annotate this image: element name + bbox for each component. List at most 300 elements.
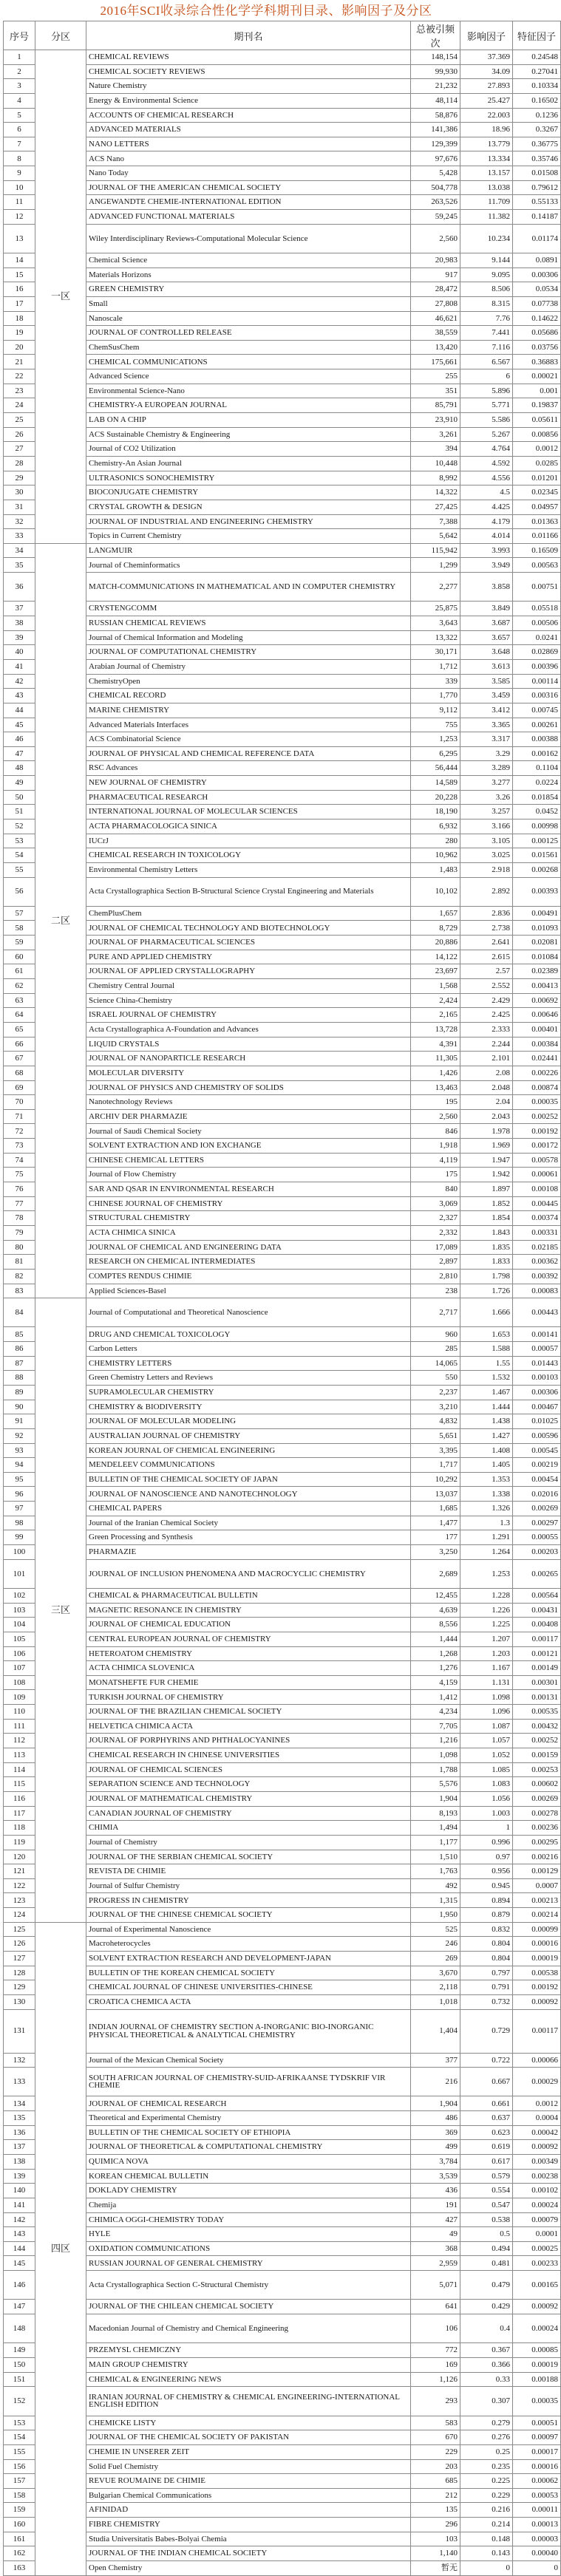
table-row bbox=[4, 2372, 561, 2387]
row-index: 99 bbox=[4, 1530, 35, 1545]
table-row bbox=[4, 1530, 561, 1545]
table-row bbox=[4, 790, 561, 805]
row-index: 160 bbox=[4, 2518, 35, 2532]
impact-factor: 1.947 bbox=[460, 1153, 513, 1168]
impact-factor: 0.797 bbox=[460, 1966, 513, 1980]
row-index: 76 bbox=[4, 1182, 35, 1197]
total-citations: 3,539 bbox=[411, 2169, 460, 2184]
row-index: 4 bbox=[4, 93, 35, 108]
total-citations: 4,234 bbox=[411, 1705, 460, 1720]
cited-index: 0.00125 bbox=[513, 834, 561, 848]
cited-index: 0.0452 bbox=[513, 805, 561, 820]
impact-factor: 1.228 bbox=[460, 1588, 513, 1603]
total-citations: 4,119 bbox=[411, 1153, 460, 1168]
cited-index: 0.00252 bbox=[513, 1109, 561, 1124]
row-index: 132 bbox=[4, 2053, 35, 2068]
row-index: 94 bbox=[4, 1458, 35, 1473]
impact-factor: 3.585 bbox=[460, 674, 513, 689]
table-row bbox=[4, 616, 561, 631]
impact-factor: 3.105 bbox=[460, 834, 513, 848]
journal-name: Journal of Computational and Theoretical Nanoscience bbox=[86, 1298, 411, 1327]
impact-factor: 1.098 bbox=[460, 1690, 513, 1705]
row-index: 67 bbox=[4, 1052, 35, 1066]
journal-name: ADVANCED FUNCTIONAL MATERIALS bbox=[86, 210, 411, 225]
impact-factor: 5.771 bbox=[460, 398, 513, 413]
table-row bbox=[4, 2532, 561, 2546]
impact-factor: 2.918 bbox=[460, 862, 513, 877]
impact-factor: 1.854 bbox=[460, 1211, 513, 1226]
cited-index: 0.16502 bbox=[513, 93, 561, 108]
total-citations: 7,705 bbox=[411, 1719, 460, 1734]
cited-index: 0.00388 bbox=[513, 732, 561, 747]
journal-name: CHINESE JOURNAL OF CHEMISTRY bbox=[86, 1196, 411, 1211]
cited-index: 0.00413 bbox=[513, 979, 561, 994]
journal-name: JOURNAL OF APPLIED CRYSTALLOGRAPHY bbox=[86, 964, 411, 979]
cited-index: 0.00745 bbox=[513, 703, 561, 718]
cited-index: 0.3267 bbox=[513, 123, 561, 137]
total-citations: 13,728 bbox=[411, 1022, 460, 1037]
journal-name: BULLETIN OF THE CHEMICAL SOCIETY OF JAPAN bbox=[86, 1472, 411, 1487]
row-index: 95 bbox=[4, 1472, 35, 1487]
table-row bbox=[4, 1356, 561, 1371]
journal-name: JOURNAL OF PHYSICS AND CHEMISTRY OF SOLIDS bbox=[86, 1080, 411, 1095]
impact-factor: 2.892 bbox=[460, 877, 513, 906]
impact-factor: 3.289 bbox=[460, 761, 513, 776]
total-citations: 7,388 bbox=[411, 514, 460, 529]
cited-index: 0.10334 bbox=[513, 79, 561, 94]
journal-name: Theoretical and Experimental Chemistry bbox=[86, 2111, 411, 2126]
cited-index: 0.00055 bbox=[513, 1530, 561, 1545]
cited-index: 0.00066 bbox=[513, 2053, 561, 2068]
impact-factor: 0.667 bbox=[460, 2068, 513, 2096]
row-index: 80 bbox=[4, 1240, 35, 1255]
cited-index: 0.01363 bbox=[513, 514, 561, 529]
total-citations: 30,171 bbox=[411, 645, 460, 660]
header-index: 序号 bbox=[4, 21, 35, 50]
row-index: 2 bbox=[4, 64, 35, 79]
total-citations: 27,808 bbox=[411, 296, 460, 311]
impact-factor: 1.438 bbox=[460, 1414, 513, 1429]
row-index: 81 bbox=[4, 1255, 35, 1270]
table-row bbox=[4, 1777, 561, 1792]
impact-factor: 2.641 bbox=[460, 936, 513, 950]
cited-index: 0.00269 bbox=[513, 1791, 561, 1806]
table-row bbox=[4, 877, 561, 906]
impact-factor: 0.945 bbox=[460, 1878, 513, 1893]
table-row bbox=[4, 964, 561, 979]
row-index: 112 bbox=[4, 1734, 35, 1748]
impact-factor: 0.429 bbox=[460, 2300, 513, 2314]
row-index: 74 bbox=[4, 1153, 35, 1168]
impact-factor: 18.96 bbox=[460, 123, 513, 137]
total-citations: 238 bbox=[411, 1284, 460, 1298]
table-row bbox=[4, 2271, 561, 2300]
impact-factor: 0.148 bbox=[460, 2532, 513, 2546]
impact-factor: 0.494 bbox=[460, 2241, 513, 2256]
table-row bbox=[4, 1748, 561, 1763]
journal-name: Studia Universitatis Babes-Bolyai Chemia bbox=[86, 2532, 411, 2546]
total-citations: 11,305 bbox=[411, 1052, 460, 1066]
cited-index: 0.01561 bbox=[513, 848, 561, 863]
table-row bbox=[4, 137, 561, 151]
total-citations: 1,788 bbox=[411, 1762, 460, 1777]
impact-factor: 1.532 bbox=[460, 1371, 513, 1386]
impact-factor: 9.144 bbox=[460, 253, 513, 268]
table-row bbox=[4, 1559, 561, 1588]
row-index: 21 bbox=[4, 355, 35, 369]
cited-index: 0.79612 bbox=[513, 180, 561, 195]
total-citations: 685 bbox=[411, 2474, 460, 2489]
impact-factor: 1.326 bbox=[460, 1502, 513, 1516]
total-citations: 641 bbox=[411, 2300, 460, 2314]
total-citations: 56,444 bbox=[411, 761, 460, 776]
row-index: 19 bbox=[4, 326, 35, 341]
impact-factor: 0.617 bbox=[460, 2155, 513, 2170]
impact-factor: 1.207 bbox=[460, 1632, 513, 1646]
impact-factor: 1.087 bbox=[460, 1719, 513, 1734]
journal-name: PHARMACEUTICAL RESEARCH bbox=[86, 790, 411, 805]
row-index: 138 bbox=[4, 2155, 35, 2170]
cited-index: 0.00103 bbox=[513, 1371, 561, 1386]
total-citations: 6,932 bbox=[411, 819, 460, 834]
journal-name: Energy & Environmental Science bbox=[86, 93, 411, 108]
total-citations: 4,639 bbox=[411, 1603, 460, 1618]
journal-name: JOURNAL OF THE BRAZILIAN CHEMICAL SOCIETY bbox=[86, 1705, 411, 1720]
cited-index: 0.00051 bbox=[513, 2416, 561, 2430]
total-citations: 1,299 bbox=[411, 558, 460, 573]
table-row bbox=[4, 645, 561, 660]
total-citations: 1,568 bbox=[411, 979, 460, 994]
cited-index: 0.00121 bbox=[513, 1646, 561, 1661]
journal-name: JOURNAL OF INDUSTRIAL AND ENGINEERING CHEMISTRY bbox=[86, 514, 411, 529]
journal-name: Topics in Current Chemistry bbox=[86, 529, 411, 544]
table-row bbox=[4, 2430, 561, 2445]
cited-index: 0.00079 bbox=[513, 2212, 561, 2227]
impact-factor: 6 bbox=[460, 369, 513, 384]
cited-index: 0.00538 bbox=[513, 1966, 561, 1980]
impact-factor: 25.427 bbox=[460, 93, 513, 108]
impact-factor: 1.969 bbox=[460, 1139, 513, 1154]
journal-name: NANO LETTERS bbox=[86, 137, 411, 151]
impact-factor: 3.166 bbox=[460, 819, 513, 834]
impact-factor: 3.26 bbox=[460, 790, 513, 805]
row-index: 125 bbox=[4, 1922, 35, 1937]
total-citations: 1,177 bbox=[411, 1835, 460, 1850]
cited-index: 0.00040 bbox=[513, 2546, 561, 2561]
row-index: 70 bbox=[4, 1095, 35, 1110]
table-row bbox=[4, 210, 561, 225]
total-citations: 169 bbox=[411, 2358, 460, 2373]
total-citations: 21,232 bbox=[411, 79, 460, 94]
cited-index: 0.00401 bbox=[513, 1022, 561, 1037]
journal-name: DOKLADY CHEMISTRY bbox=[86, 2184, 411, 2198]
table-row bbox=[4, 1806, 561, 1821]
total-citations: 583 bbox=[411, 2416, 460, 2430]
row-index: 28 bbox=[4, 456, 35, 471]
total-citations: 2,237 bbox=[411, 1386, 460, 1400]
table-row bbox=[4, 485, 561, 500]
table-row bbox=[4, 732, 561, 747]
total-citations: 1,510 bbox=[411, 1850, 460, 1864]
cited-index: 0.00159 bbox=[513, 1748, 561, 1763]
table-row bbox=[4, 1240, 561, 1255]
table-row bbox=[4, 2068, 561, 2096]
total-citations: 2,689 bbox=[411, 1559, 460, 1588]
total-citations: 1,483 bbox=[411, 862, 460, 877]
table-row bbox=[4, 1952, 561, 1966]
row-index: 61 bbox=[4, 964, 35, 979]
table-row bbox=[4, 79, 561, 94]
journal-name: INTERNATIONAL JOURNAL OF MOLECULAR SCIENCES bbox=[86, 805, 411, 820]
journal-name: Acta Crystallographica Section C-Structural Chemistry bbox=[86, 2271, 411, 2300]
total-citations: 27,425 bbox=[411, 500, 460, 514]
row-index: 72 bbox=[4, 1124, 35, 1139]
journal-name: RESEARCH ON CHEMICAL INTERMEDIATES bbox=[86, 1255, 411, 1270]
cited-index: 0.0285 bbox=[513, 456, 561, 471]
journal-name: ULTRASONICS SONOCHEMISTRY bbox=[86, 471, 411, 485]
cited-index: 0.00092 bbox=[513, 2300, 561, 2314]
table-row bbox=[4, 2155, 561, 2170]
impact-factor: 2.244 bbox=[460, 1037, 513, 1052]
journal-name: CANADIAN JOURNAL OF CHEMISTRY bbox=[86, 1806, 411, 1821]
total-citations: 3,643 bbox=[411, 616, 460, 631]
impact-factor: 0.229 bbox=[460, 2488, 513, 2503]
journal-name: Acta Crystallographica A-Foundation and Advances bbox=[86, 1022, 411, 1037]
row-index: 89 bbox=[4, 1386, 35, 1400]
cited-index: 0.00019 bbox=[513, 1952, 561, 1966]
table-row bbox=[4, 456, 561, 471]
journal-name: AUSTRALIAN JOURNAL OF CHEMISTRY bbox=[86, 1428, 411, 1443]
cited-index: 0.35746 bbox=[513, 151, 561, 166]
total-citations: 492 bbox=[411, 1878, 460, 1893]
row-index: 65 bbox=[4, 1022, 35, 1037]
journal-name: JOURNAL OF CHEMICAL AND ENGINEERING DATA bbox=[86, 1240, 411, 1255]
journal-name: Open Chemistry bbox=[86, 2560, 411, 2575]
journal-table bbox=[3, 21, 561, 2576]
impact-factor: 3.277 bbox=[460, 776, 513, 791]
cited-index: 0.01166 bbox=[513, 529, 561, 544]
table-row bbox=[4, 1095, 561, 1110]
impact-factor: 1.353 bbox=[460, 1472, 513, 1487]
impact-factor: 1.843 bbox=[460, 1225, 513, 1240]
row-index: 144 bbox=[4, 2241, 35, 2256]
journal-name: RSC Advances bbox=[86, 761, 411, 776]
total-citations: 23,910 bbox=[411, 413, 460, 428]
row-index: 142 bbox=[4, 2212, 35, 2227]
cited-index: 0.01201 bbox=[513, 471, 561, 485]
impact-factor: 2.425 bbox=[460, 1008, 513, 1023]
row-index: 62 bbox=[4, 979, 35, 994]
row-index: 124 bbox=[4, 1908, 35, 1923]
total-citations: 1,216 bbox=[411, 1734, 460, 1748]
cited-index: 0.00017 bbox=[513, 2444, 561, 2459]
row-index: 52 bbox=[4, 819, 35, 834]
total-citations: 1,685 bbox=[411, 1502, 460, 1516]
total-citations: 17,089 bbox=[411, 1240, 460, 1255]
row-index: 147 bbox=[4, 2300, 35, 2314]
impact-factor: 0.554 bbox=[460, 2184, 513, 2198]
row-index: 73 bbox=[4, 1139, 35, 1154]
table-row bbox=[4, 1646, 561, 1661]
table-row bbox=[4, 2198, 561, 2212]
journal-name: CHEMICAL RESEARCH IN CHINESE UNIVERSITIES bbox=[86, 1748, 411, 1763]
table-row bbox=[4, 1502, 561, 1516]
table-row bbox=[4, 413, 561, 428]
journal-name: CROATICA CHEMICA ACTA bbox=[86, 1994, 411, 2009]
cited-index: 0.00003 bbox=[513, 2532, 561, 2546]
total-citations: 38,559 bbox=[411, 326, 460, 341]
journal-name: CHEMISTRY-A EUROPEAN JOURNAL bbox=[86, 398, 411, 413]
total-citations: 255 bbox=[411, 369, 460, 384]
cited-index: 0.00316 bbox=[513, 689, 561, 703]
impact-factor: 0.623 bbox=[460, 2125, 513, 2140]
table-row bbox=[4, 2518, 561, 2532]
impact-factor: 1.978 bbox=[460, 1124, 513, 1139]
journal-name: Journal of Experimental Nanoscience bbox=[86, 1922, 411, 1937]
journal-name: DRUG AND CHEMICAL TOXICOLOGY bbox=[86, 1327, 411, 1342]
row-index: 5 bbox=[4, 108, 35, 123]
table-row bbox=[4, 151, 561, 166]
journal-name: TURKISH JOURNAL OF CHEMISTRY bbox=[86, 1690, 411, 1705]
journal-name: IUCrJ bbox=[86, 834, 411, 848]
row-index: 82 bbox=[4, 1269, 35, 1284]
impact-factor: 1.408 bbox=[460, 1443, 513, 1458]
impact-factor: 7.441 bbox=[460, 326, 513, 341]
row-index: 149 bbox=[4, 2343, 35, 2358]
row-index: 53 bbox=[4, 834, 35, 848]
table-row bbox=[4, 1298, 561, 1327]
cited-index: 0.00057 bbox=[513, 1342, 561, 1357]
impact-factor: 4.5 bbox=[460, 485, 513, 500]
table-row bbox=[4, 1284, 561, 1298]
journal-name: INDIAN JOURNAL OF CHEMISTRY SECTION A-INORGANIC BIO-INORGANIC PHYSICAL THEORETICAL & ANALYTICAL CHEMISTRY bbox=[86, 2009, 411, 2053]
cited-index: 0.00384 bbox=[513, 1037, 561, 1052]
impact-factor: 2.57 bbox=[460, 964, 513, 979]
table-row bbox=[4, 296, 561, 311]
journal-name: ACTA PHARMACOLOGICA SINICA bbox=[86, 819, 411, 834]
total-citations: 486 bbox=[411, 2111, 460, 2126]
cited-index: 0.00172 bbox=[513, 1139, 561, 1154]
journal-name: HETEROATOM CHEMISTRY bbox=[86, 1646, 411, 1661]
table-row bbox=[4, 1269, 561, 1284]
cited-index: 0.00013 bbox=[513, 2518, 561, 2532]
total-citations: 3,784 bbox=[411, 2155, 460, 2170]
total-citations: 2,560 bbox=[411, 224, 460, 253]
total-citations: 8,193 bbox=[411, 1806, 460, 1821]
row-index: 98 bbox=[4, 1516, 35, 1530]
cited-index: 0.00454 bbox=[513, 1472, 561, 1487]
impact-factor: 0.479 bbox=[460, 2271, 513, 2300]
table-row bbox=[4, 166, 561, 181]
journal-name: Wiley Interdisciplinary Reviews-Computational Molecular Science bbox=[86, 224, 411, 253]
header-row bbox=[4, 21, 561, 50]
impact-factor: 0.832 bbox=[460, 1922, 513, 1937]
cited-index: 0.0001 bbox=[513, 2227, 561, 2242]
cited-index: 0.00331 bbox=[513, 1225, 561, 1240]
table-row bbox=[4, 1632, 561, 1646]
table-row bbox=[4, 1588, 561, 1603]
cited-index: 0.00692 bbox=[513, 993, 561, 1008]
total-citations: 840 bbox=[411, 1182, 460, 1197]
cited-index: 0.24548 bbox=[513, 50, 561, 65]
total-citations: 暂无 bbox=[411, 2560, 460, 2575]
total-citations: 4,159 bbox=[411, 1675, 460, 1690]
table-row bbox=[4, 2343, 561, 2358]
journal-name: QUIMICA NOVA bbox=[86, 2155, 411, 2170]
table-row bbox=[4, 1922, 561, 1937]
table-row bbox=[4, 326, 561, 341]
total-citations: 1,253 bbox=[411, 732, 460, 747]
total-citations: 6,295 bbox=[411, 746, 460, 761]
cited-index: 0.00016 bbox=[513, 2459, 561, 2474]
row-index: 41 bbox=[4, 659, 35, 674]
journal-name: AFINIDAD bbox=[86, 2503, 411, 2518]
row-index: 161 bbox=[4, 2532, 35, 2546]
table-row bbox=[4, 1994, 561, 2009]
journal-name: HYLE bbox=[86, 2227, 411, 2242]
impact-factor: 2.552 bbox=[460, 979, 513, 994]
journal-name: Nano Today bbox=[86, 166, 411, 181]
total-citations: 13,322 bbox=[411, 630, 460, 645]
table-row bbox=[4, 1516, 561, 1530]
journal-name: MAIN GROUP CHEMISTRY bbox=[86, 2358, 411, 2373]
total-citations: 14,589 bbox=[411, 776, 460, 791]
row-index: 106 bbox=[4, 1646, 35, 1661]
impact-factor: 0.279 bbox=[460, 2416, 513, 2430]
impact-factor: 11.382 bbox=[460, 210, 513, 225]
cited-index: 0.00114 bbox=[513, 674, 561, 689]
impact-factor: 1.226 bbox=[460, 1603, 513, 1618]
journal-name: Journal of Chemical Information and Modeling bbox=[86, 630, 411, 645]
journal-name: ACCOUNTS OF CHEMICAL RESEARCH bbox=[86, 108, 411, 123]
impact-factor: 0.791 bbox=[460, 1980, 513, 1995]
table-row bbox=[4, 1255, 561, 1270]
cited-index: 0.00117 bbox=[513, 2009, 561, 2053]
total-citations: 1,098 bbox=[411, 1748, 460, 1763]
journal-name: Journal of the Mexican Chemical Society bbox=[86, 2053, 411, 2068]
journal-name: ACTA CHIMICA SLOVENICA bbox=[86, 1661, 411, 1676]
impact-factor: 6.567 bbox=[460, 355, 513, 369]
table-row bbox=[4, 543, 561, 558]
row-index: 154 bbox=[4, 2430, 35, 2445]
impact-factor: 8.506 bbox=[460, 282, 513, 297]
impact-factor: 7.76 bbox=[460, 311, 513, 326]
total-citations: 10,102 bbox=[411, 877, 460, 906]
total-citations: 14,065 bbox=[411, 1356, 460, 1371]
journal-name: JOURNAL OF CHEMICAL EDUCATION bbox=[86, 1618, 411, 1632]
row-index: 84 bbox=[4, 1298, 35, 1327]
journal-name: ANGEWANDTE CHEMIE-INTERNATIONAL EDITION bbox=[86, 195, 411, 210]
row-index: 42 bbox=[4, 674, 35, 689]
impact-factor: 3.849 bbox=[460, 602, 513, 616]
row-index: 8 bbox=[4, 151, 35, 166]
journal-name: CRYSTAL GROWTH & DESIGN bbox=[86, 500, 411, 514]
row-index: 59 bbox=[4, 936, 35, 950]
journal-name: ACTA CHIMICA SINICA bbox=[86, 1225, 411, 1240]
total-citations: 59,245 bbox=[411, 210, 460, 225]
table-row bbox=[4, 1400, 561, 1414]
table-row bbox=[4, 1022, 561, 1037]
total-citations: 1,494 bbox=[411, 1821, 460, 1836]
total-citations: 48,114 bbox=[411, 93, 460, 108]
table-row bbox=[4, 311, 561, 326]
total-citations: 846 bbox=[411, 1124, 460, 1139]
journal-name: ACS Nano bbox=[86, 151, 411, 166]
row-index: 86 bbox=[4, 1342, 35, 1357]
table-row bbox=[4, 195, 561, 210]
table-row bbox=[4, 2111, 561, 2126]
impact-factor: 2.836 bbox=[460, 906, 513, 921]
